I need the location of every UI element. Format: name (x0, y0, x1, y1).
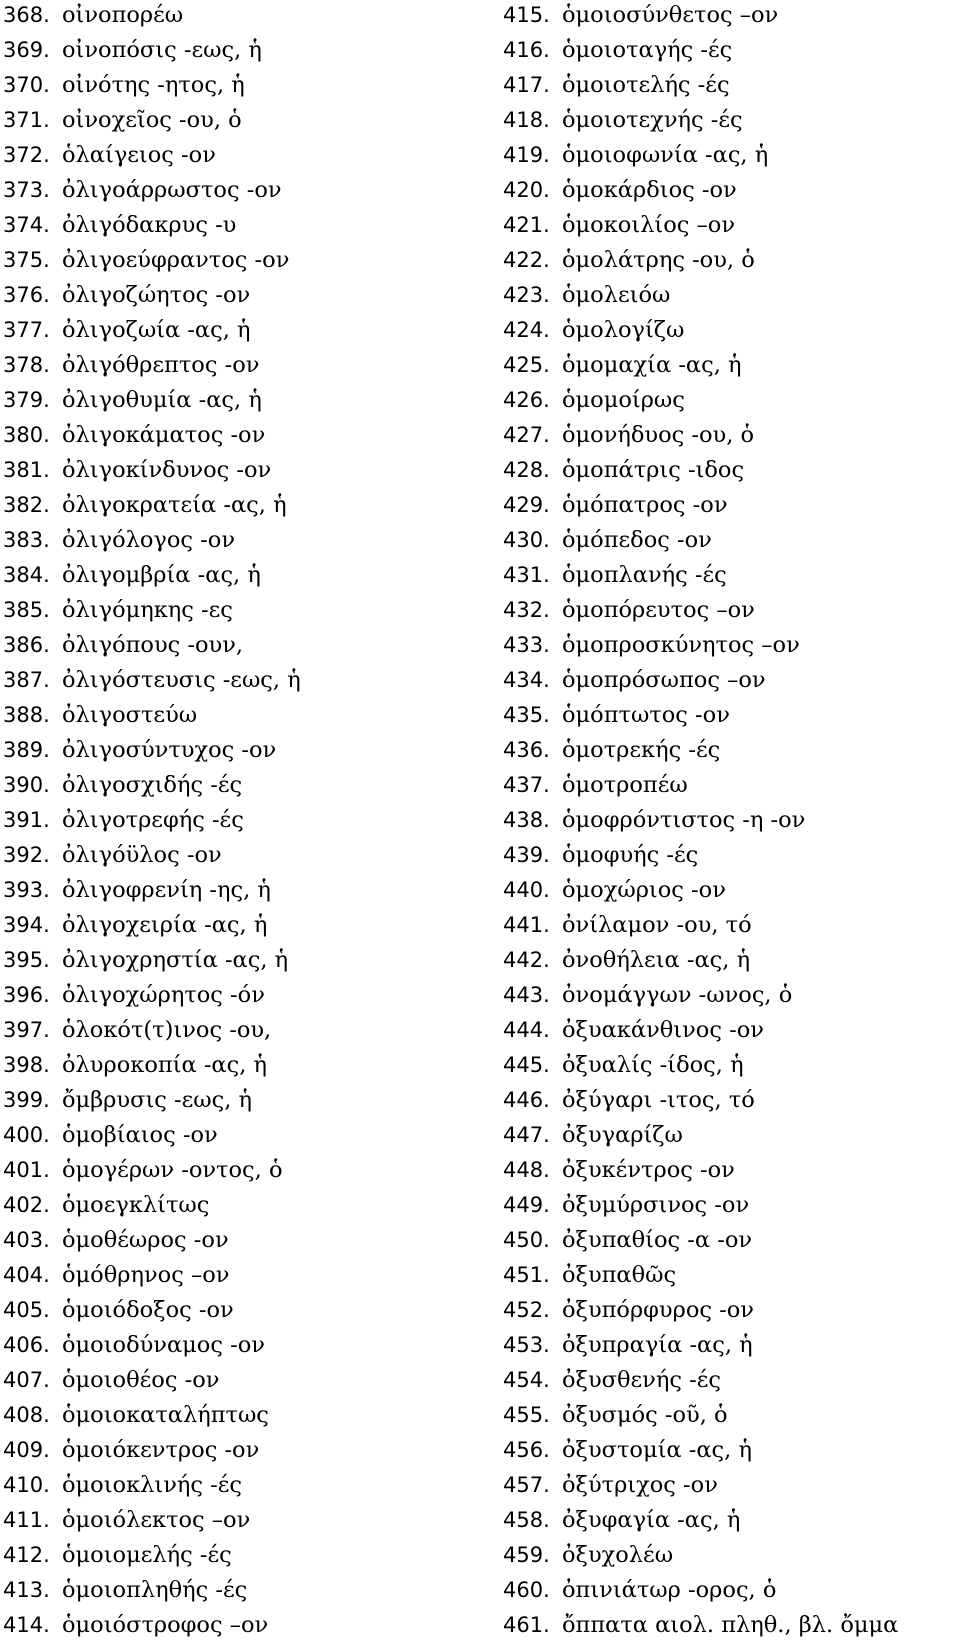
entry-number: 419. (503, 143, 550, 167)
entry-number: 407. (3, 1368, 50, 1392)
entry-headword: ὁμοτροπέω (562, 772, 688, 798)
entry-number: 386. (3, 633, 50, 657)
entry-headword: ὁμομοίρως (562, 387, 685, 413)
entry-headword: ὀξυπραγία -ας, ἡ (562, 1332, 753, 1358)
entry-number: 382. (3, 493, 50, 517)
entry-headword: ὁμοβίαιος -ον (62, 1122, 218, 1148)
entry-headword: ὁμοπλανής -ές (562, 562, 727, 588)
entry-number: 399. (3, 1088, 50, 1112)
entry-number: 411. (3, 1508, 50, 1532)
entry-number: 420. (503, 178, 550, 202)
entry-number: 439. (503, 843, 550, 867)
entry-number: 383. (3, 528, 50, 552)
entry-headword: ὀξυφαγία -ας, ἡ (562, 1507, 741, 1533)
entry-headword: ὁμοιοπληθής -ές (62, 1577, 248, 1603)
entry-headword: ὁμοθέωρος -ον (62, 1227, 229, 1253)
entry-headword: ὁμοπρόσωπος –ον (562, 667, 766, 693)
entry-number: 443. (503, 983, 550, 1007)
entry-number: 451. (503, 1263, 550, 1287)
entry-headword: ὁμόπατρος -ον (562, 492, 728, 518)
entry-number: 435. (503, 703, 550, 727)
entry-number: 440. (503, 878, 550, 902)
entry-number: 460. (503, 1578, 550, 1602)
entry-number: 396. (3, 983, 50, 1007)
entry-headword: οἰνότης -ητος, ἡ (62, 72, 245, 98)
entry-number: 402. (3, 1193, 50, 1217)
entry-headword: ὁμοιόκεντρος -ον (62, 1437, 260, 1463)
entry-headword: ὁμοπροσκύνητος –ον (562, 632, 800, 658)
entry-number: 458. (503, 1508, 550, 1532)
entry-headword: ὁμοκάρδιος -ον (562, 177, 737, 203)
entry-number: 369. (3, 38, 50, 62)
entry-headword: ὀλιγοάρρωστος -ον (62, 177, 282, 203)
entry-headword: ὁμόθρηνος –ον (62, 1262, 230, 1288)
entry-number: 449. (503, 1193, 550, 1217)
entry-headword: ὀλιγοζωία -ας, ἡ (62, 317, 251, 343)
entry-number: 378. (3, 353, 50, 377)
entry-number: 374. (3, 213, 50, 237)
entry-headword: ὁμοιόδοξος -ον (62, 1297, 234, 1323)
entry-headword: ὁμοχώριος -ον (562, 877, 726, 903)
entry-headword: ὀλιγοεύφραντος -ον (62, 247, 290, 273)
entry-number: 375. (3, 248, 50, 272)
entry-headword: ὀλιγοθυμία -ας, ἡ (62, 387, 262, 413)
entry-headword: ὁμοιοσύνθετος –ον (562, 2, 779, 28)
entry-number: 385. (3, 598, 50, 622)
entry-headword: ὀλιγόστευσις -εως, ἡ (62, 667, 301, 693)
entry-number: 421. (503, 213, 550, 237)
entry-number: 405. (3, 1298, 50, 1322)
entry-headword: ὀλιγοχειρία -ας, ἡ (62, 912, 268, 938)
entry-headword: ὁμομαχία -ας, ἡ (562, 352, 742, 378)
entry-headword: ὁμοιοταγής -ές (562, 37, 733, 63)
entry-headword: ὀξυστομία -ας, ἡ (562, 1437, 752, 1463)
entry-number: 423. (503, 283, 550, 307)
entry-number: 379. (3, 388, 50, 412)
entry-headword: ὄμβρυσις -εως, ἡ (62, 1087, 253, 1113)
entry-headword: ὁμοεγκλίτως (62, 1192, 210, 1218)
entry-headword: ὀλιγόθρεπτος -ον (62, 352, 260, 378)
entry-headword: ὁμοτρεκής -ές (562, 737, 721, 763)
entry-headword: ὁμοιοθέος -ον (62, 1367, 220, 1393)
entry-number: 394. (3, 913, 50, 937)
entry-number: 415. (503, 3, 550, 27)
entry-number: 455. (503, 1403, 550, 1427)
entry-headword: ὀξυακάνθινος -ον (562, 1017, 764, 1043)
entry-number: 389. (3, 738, 50, 762)
entry-headword: ὁλοκότ(τ)ινος -ου, (62, 1017, 272, 1043)
entry-headword: οἰνοπόσις -εως, ἡ (62, 37, 262, 63)
entry-number: 433. (503, 633, 550, 657)
entry-headword: ὀλυροκοπία -ας, ἡ (62, 1052, 268, 1078)
entry-headword: ὀξύτριχος -ον (562, 1472, 718, 1498)
entry-headword: ὀλιγοχώρητος -όν (62, 982, 265, 1008)
entry-number: 377. (3, 318, 50, 342)
entry-headword: ὀλιγοστεύω (62, 702, 198, 728)
entry-number: 461. (503, 1613, 550, 1637)
entry-headword: ὁμοπόρευτος –ον (562, 597, 755, 623)
entry-number: 428. (503, 458, 550, 482)
entry-headword: ὁμολάτρης -ου, ὁ (562, 247, 755, 273)
entry-number: 459. (503, 1543, 550, 1567)
entry-number: 381. (3, 458, 50, 482)
entry-headword: ὄππατα αιολ. πληθ., βλ. ὄμμα (562, 1612, 899, 1638)
entry-number: 403. (3, 1228, 50, 1252)
entry-number: 436. (503, 738, 550, 762)
entry-number: 398. (3, 1053, 50, 1077)
entry-number: 406. (3, 1333, 50, 1357)
entry-headword: ὁμοιοτεχνής -ές (562, 107, 743, 133)
entry-headword: ὀλιγοσχιδής -ές (62, 772, 243, 798)
entry-number: 424. (503, 318, 550, 342)
entry-number: 457. (503, 1473, 550, 1497)
entry-headword: ὀλιγοφρενίη -ης, ἡ (62, 877, 271, 903)
entry-number: 453. (503, 1333, 550, 1357)
entry-number: 417. (503, 73, 550, 97)
entry-number: 454. (503, 1368, 550, 1392)
entry-headword: ὀξυπόρφυρος -ον (562, 1297, 754, 1323)
entry-number: 438. (503, 808, 550, 832)
entry-headword: ὀλιγοκρατεία -ας, ἡ (62, 492, 287, 518)
entry-number: 427. (503, 423, 550, 447)
entry-number: 392. (3, 843, 50, 867)
entry-headword: ὁμοιοκαταλήπτως (62, 1402, 269, 1428)
entry-headword: ὀλιγοκάματος -ον (62, 422, 266, 448)
entry-number: 444. (503, 1018, 550, 1042)
entry-headword: οἰνοχεῖος -ου, ὁ (62, 107, 242, 133)
entry-headword: ὁμοιοκλινής -ές (62, 1472, 242, 1498)
entry-number: 456. (503, 1438, 550, 1462)
entry-headword: ὁμοιόστροφος –ον (62, 1612, 269, 1638)
entry-headword: ὁμοιοφωνία -ας, ἡ (562, 142, 769, 168)
entry-headword: ὀνίλαμον -ου, τό (562, 912, 752, 938)
entry-number: 442. (503, 948, 550, 972)
entry-headword: ὀλιγόπους -ουν, (62, 632, 244, 658)
entry-number: 397. (3, 1018, 50, 1042)
entry-number: 434. (503, 668, 550, 692)
entry-number: 418. (503, 108, 550, 132)
entry-number: 446. (503, 1088, 550, 1112)
entry-number: 410. (3, 1473, 50, 1497)
entry-number: 387. (3, 668, 50, 692)
entry-number: 413. (3, 1578, 50, 1602)
entry-number: 429. (503, 493, 550, 517)
entry-number: 400. (3, 1123, 50, 1147)
entry-number: 431. (503, 563, 550, 587)
entry-number: 401. (3, 1158, 50, 1182)
entry-headword: ὁλαίγειος -ον (62, 142, 216, 168)
entry-headword: ὁμοφυής -ές (562, 842, 699, 868)
entry-headword: ὀξυκέντρος -ον (562, 1157, 735, 1183)
entry-headword: ὀξυμύρσινος -ον (562, 1192, 750, 1218)
entry-number: 437. (503, 773, 550, 797)
entry-number: 404. (3, 1263, 50, 1287)
entry-number: 370. (3, 73, 50, 97)
entry-number: 395. (3, 948, 50, 972)
entry-headword: ὀλιγομβρία -ας, ἡ (62, 562, 261, 588)
entry-headword: ὀλιγοτρεφής -ές (62, 807, 244, 833)
entry-headword: οἰνοπορέω (62, 2, 184, 28)
entry-number: 452. (503, 1298, 550, 1322)
entry-number: 373. (3, 178, 50, 202)
entry-number: 384. (3, 563, 50, 587)
entry-headword: ὁμοιοτελής -ές (562, 72, 730, 98)
entry-headword: ὁμοιόλεκτος –ον (62, 1507, 251, 1533)
entry-number: 416. (503, 38, 550, 62)
entry-headword: ὁμολειόω (562, 282, 671, 308)
entry-number: 371. (3, 108, 50, 132)
entry-number: 432. (503, 598, 550, 622)
entry-headword: ὁμογέρων -οντος, ὁ (62, 1157, 283, 1183)
entry-headword: ὀλιγοζώητος -ον (62, 282, 251, 308)
entry-headword: ὀλιγόμηκης -ες (62, 597, 233, 623)
entry-number: 388. (3, 703, 50, 727)
entry-number: 380. (3, 423, 50, 447)
entry-number: 425. (503, 353, 550, 377)
entry-number: 422. (503, 248, 550, 272)
entry-headword: ὁμόπεδος -ον (562, 527, 712, 553)
entry-number: 408. (3, 1403, 50, 1427)
entry-number: 445. (503, 1053, 550, 1077)
entry-number: 441. (503, 913, 550, 937)
entry-headword: ὀξυαλίς -ίδος, ἡ (562, 1052, 744, 1078)
entry-headword: ὀξύγαρι -ιτος, τό (562, 1087, 755, 1113)
entry-headword: ὀξυπαθῶς (562, 1262, 677, 1288)
entry-number: 447. (503, 1123, 550, 1147)
entry-headword: ὁμόπτωτος -ον (562, 702, 730, 728)
entry-headword: ὁμοκοιλίος –ον (562, 212, 736, 238)
entry-headword: ὀξυσθενής -ές (562, 1367, 721, 1393)
entry-headword: ὁμολογίζω (562, 317, 685, 343)
entry-number: 430. (503, 528, 550, 552)
entry-number: 426. (503, 388, 550, 412)
entry-headword: ὀξυγαρίζω (562, 1122, 683, 1148)
entry-number: 412. (3, 1543, 50, 1567)
entry-number: 414. (3, 1613, 50, 1637)
entry-number: 368. (3, 3, 50, 27)
entry-headword: ὀξυχολέω (562, 1542, 674, 1568)
entry-headword: ὁμοπάτρις -ιδος (562, 457, 745, 483)
entry-number: 391. (3, 808, 50, 832)
entry-number: 448. (503, 1158, 550, 1182)
entry-headword: ὀξυσμός -οῦ, ὁ (562, 1402, 728, 1428)
entry-headword: ὀλιγοχρηστία -ας, ἡ (62, 947, 289, 973)
entry-number: 376. (3, 283, 50, 307)
entry-headword: ὀλιγοσύντυχος -ον (62, 737, 277, 763)
entry-headword: ὀνοθήλεια -ας, ἡ (562, 947, 751, 973)
entry-headword: ὀπινιάτωρ -ορος, ὁ (562, 1577, 777, 1603)
entry-headword: ὁμοφρόντιστος -η -ον (562, 807, 806, 833)
entry-number: 372. (3, 143, 50, 167)
entry-headword: ὁμοιοδύναμος -ον (62, 1332, 265, 1358)
entry-headword: ὀλιγόλογος -ον (62, 527, 236, 553)
entry-headword: ὀξυπαθίος -α -ον (562, 1227, 753, 1253)
entry-number: 393. (3, 878, 50, 902)
entry-headword: ὀνομάγγων -ωνος, ὁ (562, 982, 793, 1008)
entry-headword: ὁμοιομελής -ές (62, 1542, 232, 1568)
entry-number: 390. (3, 773, 50, 797)
entry-headword: ὀλιγοκίνδυνος -ον (62, 457, 272, 483)
entry-number: 409. (3, 1438, 50, 1462)
entry-headword: ὀλιγόϋλος -ον (62, 842, 222, 868)
entry-headword: ὀλιγόδακρυς -υ (62, 212, 237, 238)
entry-number: 450. (503, 1228, 550, 1252)
entry-headword: ὁμονήδυος -ου, ὁ (562, 422, 755, 448)
